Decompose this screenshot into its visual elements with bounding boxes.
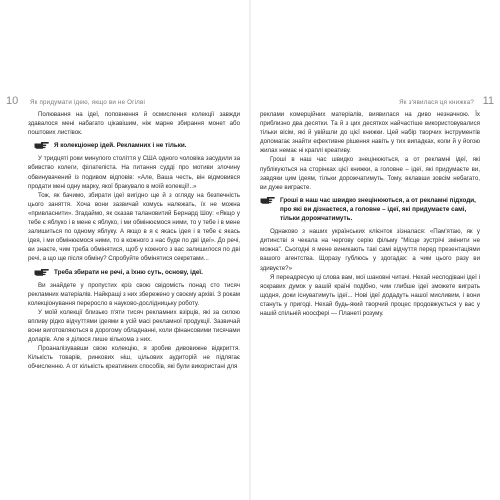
paragraph: Я переадресую ці слова вам, мої шановні читачі. Нехай несподівані ідеї і яскравих думок у вашій країні подібно, чим глибше ідеї зможете виграть щодня, доки існуватимуть ідеї... Нові ідеї додадуть нашої мисливим, і вони стануть у пригоді. Нехай будь-який творчий процес продовжується у вас у нашій спільній ноосфері — Планеті розуму.	[260, 273, 480, 317]
right-page	[252, 0, 500, 500]
running-head: Як з'явилася ця книжка?	[399, 99, 474, 106]
paragraph: Гроші в наш час швидко знецінюються, а от рекламні ідеї, які публікуються на сторінках цієї книжки, а головне – ідеї, які придумаєте ви, завдяки цим ідеям, тільки дорожчатимуть. Тому, вклавши зовсім небагато, ви дуже виграєте.	[260, 156, 480, 191]
paragraph: Проаналізувавши свою колекцію, я зробив дивовижне відкриття. Кількість товарів, ринкових ніш, цільових аудиторій не підлягає обчисленню. А от кількість креативних способів, які були використані для	[28, 345, 240, 371]
page-text	[260, 110, 480, 318]
callout-text: Я колекціонер ідей. Рекламних і не тільки.	[54, 142, 187, 150]
pointing-hand-icon	[260, 196, 276, 205]
paragraph: У моїй колекції близько п'яти тисяч рекламних взірців, які за силою впливу рідко відчуттями ідеями в усій масі рекламної продукції. Зазвичай вони виготовляються в дорогому обладнанні, коли фінансовими тисячами доларів. Але я ділюся лише кількома з них.	[28, 308, 240, 344]
callout	[34, 268, 240, 277]
left-page	[0, 0, 248, 500]
running-head: Як придумати ідею, якщо ви не Огілві	[30, 99, 146, 106]
callout-text: Треба збирати не речі, а їхню суть, основу, ідеї.	[54, 268, 203, 276]
paragraph: Ви знайдете у пропустих кріз свою свідомість понад сто тисяч рекламних матеріалів. Найкращі з них збережено у своєму архіві. З рокам колекціонування переросло в науково-дослідницьку роботу.	[28, 281, 240, 307]
page-text	[28, 110, 240, 372]
paragraph: реклами комерційних матеріалів, виявилася на диво незначною. Їх приблизно два десятки. Та й з цих десяткох найчастіше використовувалися тільки вісім, які й увійшли до цієї книжки. Цей набір творчих інструментів допомагає знайти ефективне рішення навіть у тих випадках, коли й у йогою жилах немає ні краплі креативу.	[260, 111, 480, 155]
paragraph: Полювання на ідеї, поповнення й осмислення колекції завжди здавалося мені набагато цікавішим, ніж марне збирання монет або поштових листівок.	[28, 111, 240, 137]
paragraph: Однаково з наших українських клієнток зізналася: «Пам'ятаю, як у дитинстві я чекала на чергову серію фільму "Місце зустрічі змінити не можна". Сьогодні я мене виникають такі самі відчуття перед презентаціями вашого агентства. Щоразу гублюсь у здогадах: а чим цього разу ви здивуєте?»	[260, 228, 480, 272]
callout	[34, 141, 240, 150]
pointing-hand-icon	[34, 141, 50, 150]
pointing-hand-icon	[34, 268, 50, 277]
callout	[260, 196, 480, 223]
callout-text: Гроші в наш час швидко знецінюються, а от рекламні підходи, про які ви дізнаєтеся, а головне – ідеї, які придумаєте самі, тільки дорожчатимуть.	[280, 196, 476, 223]
paragraph: Тож, як бачимо, збирати ідеї вигідно ще й з огляду на безпечність цього заняття. Хоча вони зазвичай комусь належать, їх не можна «привласнити». Згадаймо, як сказав талановитий Бернард Шоу: «Якщо у тебе є яблуко і в мене є яблуко, і ми обмінюємося ними, то у тебе і в мене залишиться по одному яблуку. А якщо в я є якась ідея і в тебе є якась ідея, і ми обмінюємося ними, то в кожного з нас буде по дві ідеї». До речі, ви знаєте, чим треба обмінятися, щоб у кожного з вас залишилося по дві речі, а що ще після обміну? Спробуйте обмінятися секретами...	[28, 191, 240, 263]
page-number: 11	[482, 95, 494, 107]
book-spine	[249, 0, 251, 500]
page-number: 10	[6, 95, 19, 107]
paragraph: У тридцяті роки минулого століття у США одного чоловіка засудили за вбивство колеги, філателіста. На питання судді про мотиви злочину обвинувачений із подивом відповів: «Але, Ваша честь, він відмовився продати мені одну марку, якої бракувало в моїй колекції!..»	[28, 155, 240, 190]
